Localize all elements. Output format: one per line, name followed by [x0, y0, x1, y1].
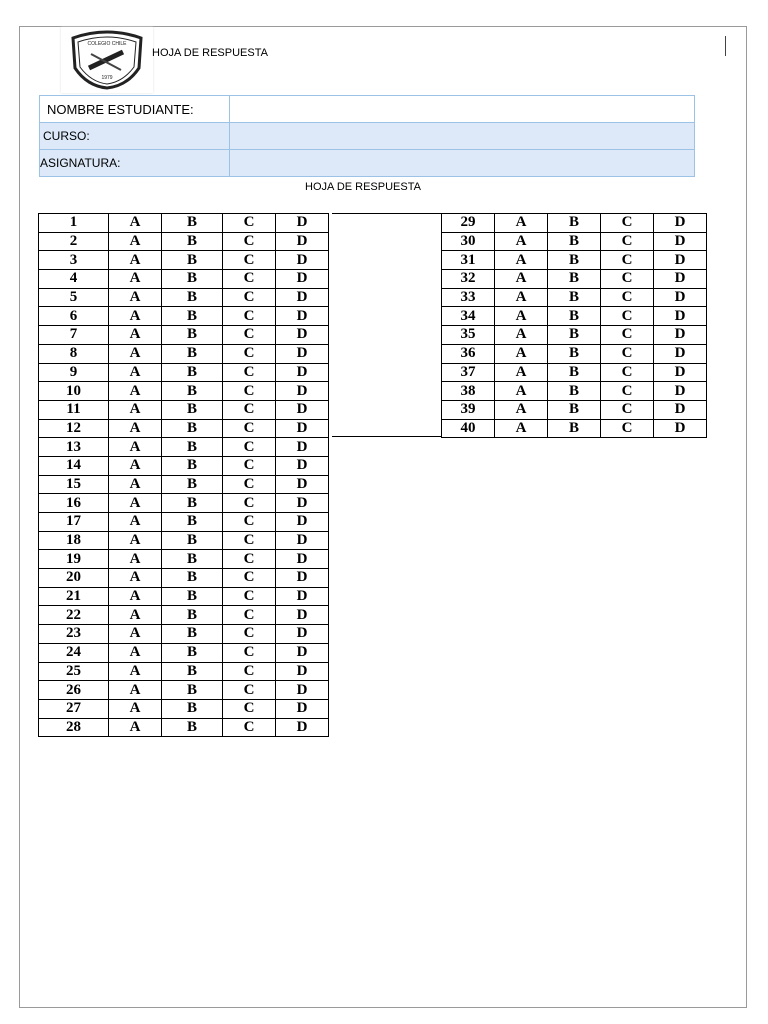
option-d[interactable]: D: [654, 214, 707, 233]
option-b[interactable]: B: [162, 550, 223, 569]
option-b[interactable]: B: [162, 531, 223, 550]
option-d[interactable]: D: [276, 288, 329, 307]
answer-row: [39, 251, 329, 270]
option-a[interactable]: A: [495, 344, 548, 363]
question-number: 37: [442, 363, 495, 382]
student-name-field[interactable]: [230, 96, 695, 123]
question-number: 26: [39, 681, 109, 700]
info-row-name: [40, 96, 695, 123]
question-number: 29: [442, 214, 495, 233]
answer-row: [442, 270, 707, 289]
option-d[interactable]: D: [276, 606, 329, 625]
option-b[interactable]: B: [162, 363, 223, 382]
option-d[interactable]: D: [276, 400, 329, 419]
option-b[interactable]: B: [548, 288, 601, 307]
option-b[interactable]: B: [162, 456, 223, 475]
option-a[interactable]: A: [495, 419, 548, 438]
option-d[interactable]: D: [654, 307, 707, 326]
school-logo: [61, 27, 153, 93]
option-a[interactable]: A: [109, 344, 162, 363]
answer-row: [442, 326, 707, 345]
option-a[interactable]: A: [495, 326, 548, 345]
option-b[interactable]: B: [162, 270, 223, 289]
question-number: 16: [39, 494, 109, 513]
answer-row: [39, 531, 329, 550]
option-b[interactable]: B: [162, 400, 223, 419]
option-c[interactable]: C: [223, 643, 276, 662]
option-c[interactable]: C: [601, 326, 654, 345]
answer-row: [39, 419, 329, 438]
question-number: 27: [39, 699, 109, 718]
answer-row: [442, 419, 707, 438]
option-d[interactable]: D: [276, 587, 329, 606]
option-b[interactable]: B: [162, 587, 223, 606]
option-d[interactable]: D: [654, 270, 707, 289]
answer-row: [39, 326, 329, 345]
option-d[interactable]: D: [276, 494, 329, 513]
student-info-table: [39, 95, 695, 177]
option-d[interactable]: D: [654, 400, 707, 419]
option-a[interactable]: A: [109, 643, 162, 662]
option-a[interactable]: A: [495, 251, 548, 270]
option-d[interactable]: D: [276, 232, 329, 251]
option-c[interactable]: C: [223, 344, 276, 363]
answer-row: [39, 475, 329, 494]
question-number: 24: [39, 643, 109, 662]
answer-row: [39, 382, 329, 401]
option-b[interactable]: B: [548, 344, 601, 363]
option-b[interactable]: B: [548, 214, 601, 233]
answer-row: [39, 625, 329, 644]
option-a[interactable]: A: [109, 699, 162, 718]
answer-row: [442, 344, 707, 363]
option-c[interactable]: C: [223, 270, 276, 289]
option-a[interactable]: A: [109, 363, 162, 382]
header-title: HOJA DE RESPUESTA: [152, 47, 268, 59]
option-c[interactable]: C: [601, 363, 654, 382]
option-d[interactable]: D: [276, 214, 329, 233]
option-b[interactable]: B: [548, 400, 601, 419]
option-a[interactable]: A: [495, 270, 548, 289]
svg-text:1979: 1979: [101, 75, 113, 81]
question-number: 28: [39, 718, 109, 737]
option-a[interactable]: A: [109, 270, 162, 289]
option-a[interactable]: A: [495, 232, 548, 251]
answer-row: [442, 382, 707, 401]
option-a[interactable]: A: [109, 326, 162, 345]
option-a[interactable]: A: [109, 288, 162, 307]
option-d[interactable]: D: [654, 344, 707, 363]
question-number: 20: [39, 569, 109, 588]
option-d[interactable]: D: [276, 550, 329, 569]
option-a[interactable]: A: [109, 513, 162, 532]
answer-table-right: [441, 213, 707, 438]
option-c[interactable]: C: [223, 419, 276, 438]
option-a[interactable]: A: [109, 550, 162, 569]
option-c[interactable]: C: [223, 456, 276, 475]
option-b[interactable]: B: [162, 438, 223, 457]
option-a[interactable]: A: [109, 718, 162, 737]
question-number: 3: [39, 251, 109, 270]
option-a[interactable]: A: [109, 251, 162, 270]
option-b[interactable]: B: [162, 288, 223, 307]
option-d[interactable]: D: [276, 718, 329, 737]
subject-label: ASIGNATURA:: [40, 150, 230, 177]
option-c[interactable]: C: [223, 326, 276, 345]
option-c[interactable]: C: [223, 606, 276, 625]
question-number: 15: [39, 475, 109, 494]
question-number: 14: [39, 456, 109, 475]
question-number: 17: [39, 513, 109, 532]
question-number: 25: [39, 662, 109, 681]
option-d[interactable]: D: [276, 307, 329, 326]
option-c[interactable]: C: [223, 475, 276, 494]
option-c[interactable]: C: [223, 232, 276, 251]
option-d[interactable]: D: [276, 681, 329, 700]
answer-row: [39, 643, 329, 662]
option-d[interactable]: D: [276, 643, 329, 662]
answer-row: [39, 363, 329, 382]
option-a[interactable]: A: [109, 232, 162, 251]
option-a[interactable]: A: [109, 456, 162, 475]
option-d[interactable]: D: [654, 251, 707, 270]
option-a[interactable]: A: [109, 625, 162, 644]
option-d[interactable]: D: [276, 456, 329, 475]
question-number: 35: [442, 326, 495, 345]
option-a[interactable]: A: [109, 569, 162, 588]
option-d[interactable]: D: [654, 232, 707, 251]
option-a[interactable]: A: [109, 438, 162, 457]
option-b[interactable]: B: [548, 363, 601, 382]
option-a[interactable]: A: [109, 382, 162, 401]
question-number: 33: [442, 288, 495, 307]
question-number: 31: [442, 251, 495, 270]
course-field[interactable]: [230, 123, 695, 150]
question-number: 32: [442, 270, 495, 289]
option-d[interactable]: D: [276, 344, 329, 363]
option-b[interactable]: B: [162, 606, 223, 625]
option-a[interactable]: A: [495, 382, 548, 401]
option-a[interactable]: A: [109, 494, 162, 513]
option-b[interactable]: B: [162, 344, 223, 363]
option-d[interactable]: D: [276, 475, 329, 494]
svg-text:COLEGIO CHILE: COLEGIO CHILE: [87, 41, 127, 47]
answer-row: [39, 438, 329, 457]
info-row-course: [40, 123, 695, 150]
question-number: 13: [39, 438, 109, 457]
answer-row: [39, 550, 329, 569]
question-number: 2: [39, 232, 109, 251]
option-c[interactable]: C: [601, 214, 654, 233]
option-c[interactable]: C: [223, 625, 276, 644]
question-number: 22: [39, 606, 109, 625]
question-number: 21: [39, 587, 109, 606]
option-b[interactable]: B: [548, 326, 601, 345]
answer-row: [39, 344, 329, 363]
option-d[interactable]: D: [276, 699, 329, 718]
course-label: CURSO:: [40, 123, 230, 150]
option-c[interactable]: C: [601, 400, 654, 419]
question-number: 7: [39, 326, 109, 345]
option-b[interactable]: B: [162, 643, 223, 662]
option-c[interactable]: C: [601, 419, 654, 438]
answer-row: [39, 718, 329, 737]
question-number: 9: [39, 363, 109, 382]
option-c[interactable]: C: [223, 438, 276, 457]
option-c[interactable]: C: [223, 718, 276, 737]
option-c[interactable]: C: [601, 382, 654, 401]
answer-row: [442, 214, 707, 233]
option-b[interactable]: B: [162, 214, 223, 233]
option-d[interactable]: D: [276, 625, 329, 644]
crest-icon: [67, 30, 147, 90]
option-c[interactable]: C: [601, 344, 654, 363]
option-b[interactable]: B: [162, 513, 223, 532]
answer-row: [39, 214, 329, 233]
option-c[interactable]: C: [223, 400, 276, 419]
answer-row: [39, 307, 329, 326]
option-b[interactable]: B: [548, 382, 601, 401]
option-c[interactable]: C: [223, 251, 276, 270]
option-b[interactable]: B: [162, 326, 223, 345]
option-d[interactable]: D: [276, 382, 329, 401]
option-c[interactable]: C: [223, 699, 276, 718]
answer-row: [39, 699, 329, 718]
answer-table-left: [38, 213, 329, 737]
answer-row: [39, 513, 329, 532]
option-c[interactable]: C: [601, 270, 654, 289]
answer-row: [39, 569, 329, 588]
option-d[interactable]: D: [276, 270, 329, 289]
option-c[interactable]: C: [223, 214, 276, 233]
question-number: 6: [39, 307, 109, 326]
subject-field[interactable]: [230, 150, 695, 177]
option-d[interactable]: D: [276, 531, 329, 550]
question-number: 8: [39, 344, 109, 363]
question-number: 1: [39, 214, 109, 233]
answer-row: [442, 400, 707, 419]
option-a[interactable]: A: [109, 662, 162, 681]
answer-row: [39, 288, 329, 307]
answer-sheet-title: HOJA DE RESPUESTA: [305, 181, 421, 193]
option-a[interactable]: A: [109, 214, 162, 233]
option-c[interactable]: C: [601, 288, 654, 307]
text-cursor: [725, 36, 726, 56]
option-b[interactable]: B: [162, 251, 223, 270]
option-d[interactable]: D: [276, 419, 329, 438]
option-a[interactable]: A: [495, 307, 548, 326]
option-d[interactable]: D: [654, 288, 707, 307]
option-b[interactable]: B: [548, 270, 601, 289]
question-number: 19: [39, 550, 109, 569]
answer-row: [442, 288, 707, 307]
table-gap-border: [332, 213, 441, 437]
option-b[interactable]: B: [162, 569, 223, 588]
answer-row: [442, 363, 707, 382]
option-b[interactable]: B: [162, 419, 223, 438]
option-a[interactable]: A: [495, 363, 548, 382]
answer-row: [39, 587, 329, 606]
answer-row: [39, 606, 329, 625]
question-number: 11: [39, 400, 109, 419]
option-c[interactable]: C: [223, 531, 276, 550]
option-a[interactable]: A: [495, 214, 548, 233]
option-d[interactable]: D: [276, 569, 329, 588]
option-c[interactable]: C: [601, 307, 654, 326]
option-c[interactable]: C: [223, 494, 276, 513]
option-a[interactable]: A: [109, 400, 162, 419]
option-b[interactable]: B: [162, 307, 223, 326]
option-d[interactable]: D: [276, 363, 329, 382]
answer-row: [39, 681, 329, 700]
question-number: 4: [39, 270, 109, 289]
question-number: 12: [39, 419, 109, 438]
option-c[interactable]: C: [223, 662, 276, 681]
question-number: 18: [39, 531, 109, 550]
option-b[interactable]: B: [162, 494, 223, 513]
answer-row: [39, 494, 329, 513]
option-d[interactable]: D: [654, 363, 707, 382]
answer-row: [39, 662, 329, 681]
answer-row: [39, 232, 329, 251]
option-b[interactable]: B: [162, 699, 223, 718]
option-a[interactable]: A: [109, 475, 162, 494]
option-d[interactable]: D: [276, 513, 329, 532]
student-name-label: NOMBRE ESTUDIANTE:: [40, 96, 230, 123]
option-b[interactable]: B: [162, 718, 223, 737]
option-d[interactable]: D: [276, 662, 329, 681]
question-number: 23: [39, 625, 109, 644]
question-number: 5: [39, 288, 109, 307]
option-c[interactable]: C: [223, 307, 276, 326]
option-c[interactable]: C: [223, 513, 276, 532]
option-d[interactable]: D: [276, 251, 329, 270]
option-c[interactable]: C: [223, 681, 276, 700]
option-b[interactable]: B: [162, 382, 223, 401]
option-d[interactable]: D: [276, 438, 329, 457]
option-b[interactable]: B: [548, 307, 601, 326]
option-b[interactable]: B: [162, 662, 223, 681]
question-number: 36: [442, 344, 495, 363]
answer-row: [442, 307, 707, 326]
option-a[interactable]: A: [109, 587, 162, 606]
option-d[interactable]: D: [654, 419, 707, 438]
option-c[interactable]: C: [223, 382, 276, 401]
answer-row: [39, 400, 329, 419]
option-a[interactable]: A: [109, 681, 162, 700]
option-c[interactable]: C: [601, 232, 654, 251]
question-number: 34: [442, 307, 495, 326]
option-c[interactable]: C: [223, 288, 276, 307]
option-c[interactable]: C: [223, 363, 276, 382]
option-b[interactable]: B: [162, 625, 223, 644]
option-a[interactable]: A: [495, 400, 548, 419]
option-d[interactable]: D: [276, 326, 329, 345]
option-a[interactable]: A: [109, 419, 162, 438]
info-row-subject: [40, 150, 695, 177]
question-number: 40: [442, 419, 495, 438]
option-c[interactable]: C: [601, 251, 654, 270]
option-a[interactable]: A: [495, 288, 548, 307]
option-b[interactable]: B: [162, 681, 223, 700]
question-number: 39: [442, 400, 495, 419]
question-number: 30: [442, 232, 495, 251]
option-b[interactable]: B: [548, 419, 601, 438]
option-c[interactable]: C: [223, 587, 276, 606]
option-b[interactable]: B: [162, 475, 223, 494]
option-a[interactable]: A: [109, 606, 162, 625]
option-b[interactable]: B: [548, 232, 601, 251]
option-a[interactable]: A: [109, 531, 162, 550]
option-b[interactable]: B: [162, 232, 223, 251]
answer-row: [39, 270, 329, 289]
option-c[interactable]: C: [223, 550, 276, 569]
question-number: 10: [39, 382, 109, 401]
option-a[interactable]: A: [109, 307, 162, 326]
option-b[interactable]: B: [548, 251, 601, 270]
answer-row: [442, 251, 707, 270]
option-c[interactable]: C: [223, 569, 276, 588]
answer-row: [39, 456, 329, 475]
answer-row: [442, 232, 707, 251]
question-number: 38: [442, 382, 495, 401]
option-d[interactable]: D: [654, 326, 707, 345]
option-d[interactable]: D: [654, 382, 707, 401]
